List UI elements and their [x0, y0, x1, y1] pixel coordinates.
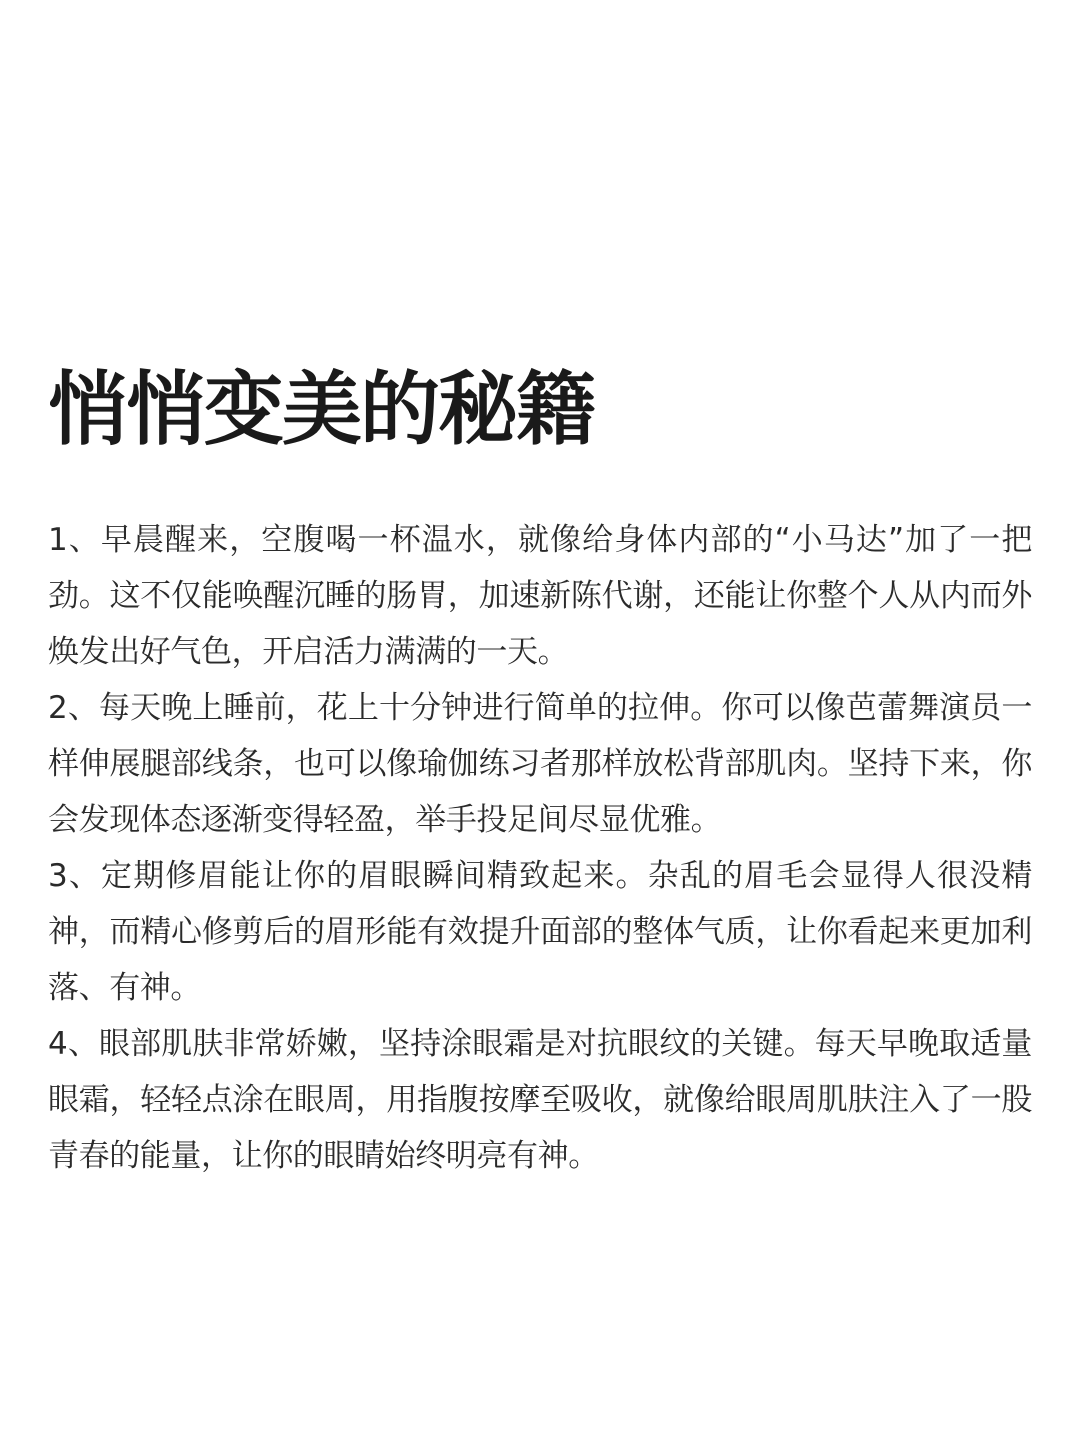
page-title: 悄悄变美的秘籍 — [48, 363, 594, 456]
tips-list — [48, 512, 1032, 1184]
tip-paragraph-4: 4、眼部肌肤非常娇嫩，坚持涂眼霜是对抗眼纹的关键。每天早晚取适量眼霜，轻轻点涂在眼周，用指腹按摩至吸收，就像给眼周肌肤注入了一股青春的能量，让你的眼睛始终明亮有神。 — [48, 1026, 1032, 1174]
tip-paragraph-3: 3、定期修眉能让你的眉眼瞬间精致起来。杂乱的眉毛会显得人很没精神，而精心修剪后的眉形能有效提升面部的整体气质，让你看起来更加利落、有神。 — [48, 858, 1032, 1006]
tip-paragraph-2: 2、每天晚上睡前，花上十分钟进行简单的拉伸。你可以像芭蕾舞演员一样伸展腿部线条，也可以像瑜伽练习者那样放松背部肌肉。坚持下来，你会发现体态逐渐变得轻盈，举手投足间尽显优雅。 — [48, 690, 1032, 838]
tip-paragraph-1: 1、早晨醒来，空腹喝一杯温水，就像给身体内部的“小马达”加了一把劲。这不仅能唤醒沉睡的肠胃，加速新陈代谢，还能让你整个人从内而外焕发出好气色，开启活力满满的一天。 — [48, 522, 1032, 670]
